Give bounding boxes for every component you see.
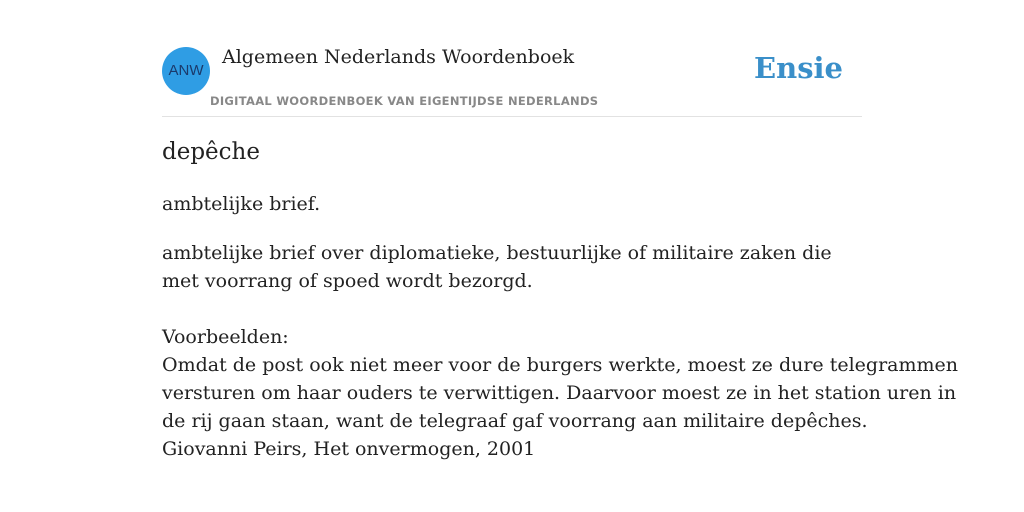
page (162, 0, 958, 460)
entry-headword: depêche (162, 139, 260, 165)
example-line: versturen om haar ouders te verwittigen. Daarvoor moest ze in het station uren in (162, 382, 957, 404)
long-definition: ambtelijke brief over diplomatieke, bestuurlijke of militaire zaken die met voorrang of spoed wordt bezorgd. (162, 242, 832, 292)
example-line: de rij gaan staan, want de telegraaf gaf voorrang aan militaire depêches. (162, 410, 868, 432)
short-definition: ambtelijke brief. (162, 193, 321, 215)
example-source: Giovanni Peirs, Het onvermogen, 2001 (162, 438, 536, 460)
site-title[interactable]: Algemeen Nederlands Woordenboek (222, 46, 575, 68)
header (162, 0, 862, 117)
site-subtitle: DIGITAAL WOORDENBOEK VAN EIGENTIJDSE NEDERLANDS (210, 94, 599, 108)
anw-logo[interactable]: ANW (162, 47, 210, 95)
examples-label: Voorbeelden: (162, 326, 289, 348)
examples-section (162, 323, 958, 463)
example-line: Omdat de post ook niet meer voor de burgers werkte, moest ze dure telegrammen (162, 354, 958, 376)
ensie-brand-link[interactable]: Ensie (754, 51, 843, 85)
